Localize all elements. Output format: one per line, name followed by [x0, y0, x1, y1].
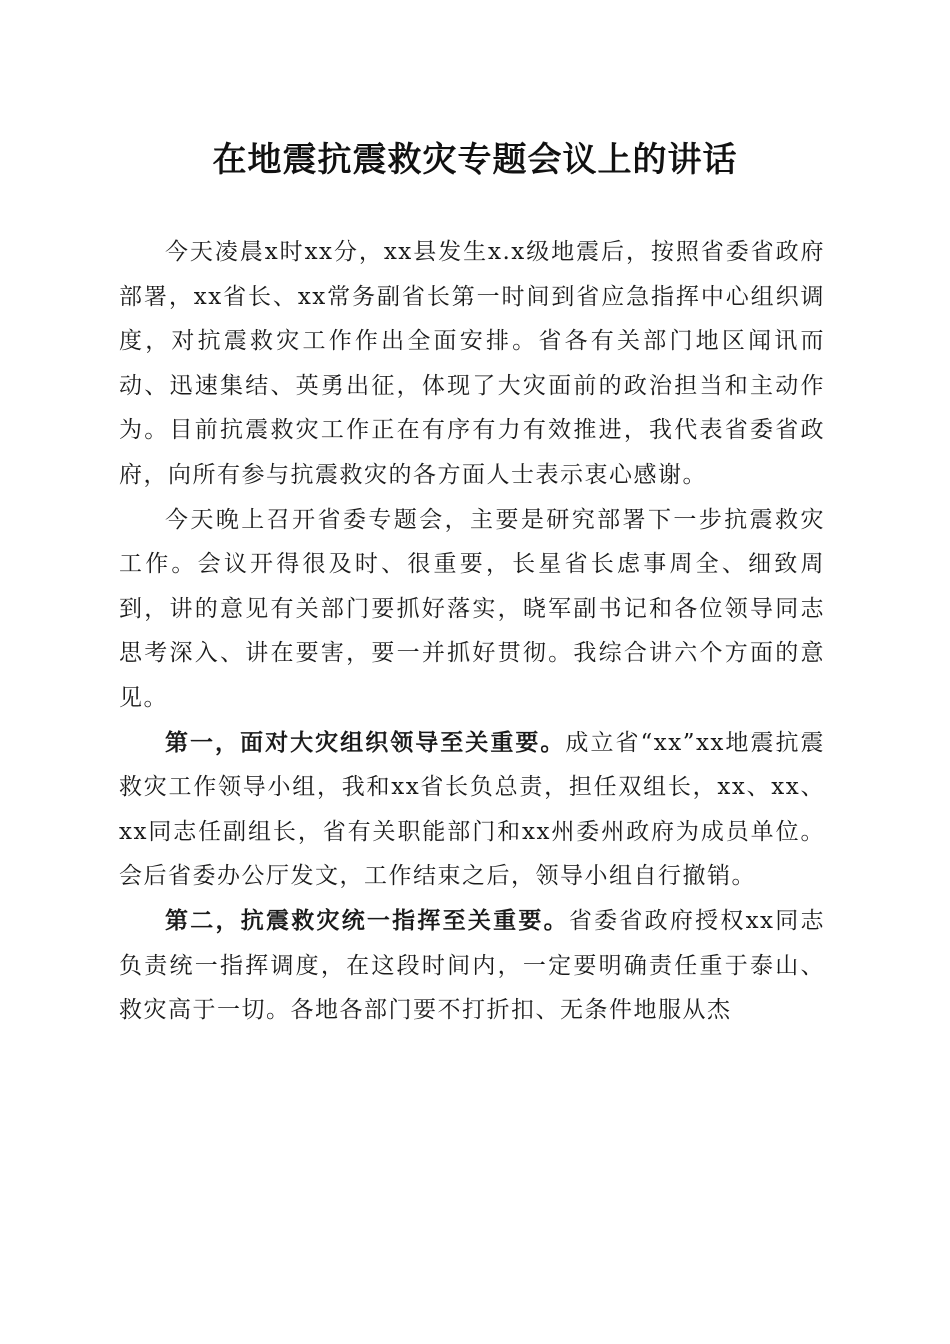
paragraph-2: [119, 498, 825, 721]
paragraph-4: [119, 899, 825, 1033]
page-title: 在地震抗震救灾专题会议上的讲话: [212, 140, 738, 180]
paragraph-lead: 第二，抗震救灾统一指挥至关重要。: [165, 906, 569, 934]
paragraph-text: 今天凌晨x时xx分，xx县发生x.x级地震后，按照省委省政府部署，xx省长、xx常务副省长第一时间到省应急指挥中心组织调度，对抗震救灾工作作出全面安排。省各有关部门地区闻讯而动、迅速集结、英勇出征，体现了大灾面前的政治担当和主动作为。目前抗震救灾工作正在有序有力有效推进，我代表省委省政府，向所有参与抗震救灾的各方面人士表示衷心感谢。: [119, 239, 825, 488]
paragraph-text: 成立省“xx”xx地震抗震救灾工作领导小组，我和xx省长负总责，担任双组长，xx、xx、xx同志任副组长，省有关职能部门和xx州委州政府为成员单位。会后省委办公厅发文，工作结束之后，领导小组自行撤销。: [119, 729, 826, 890]
document-body: [119, 230, 825, 1033]
paragraph-lead: 第一，面对大灾组织领导至关重要。: [165, 728, 566, 756]
paragraph-text: 今天晚上召开省委专题会，主要是研究部署下一步抗震救灾工作。会议开得很及时、很重要，长星省长虑事周全、细致周到，讲的意见有关部门要抓好落实，晓军副书记和各位领导同志思考深入、讲在要害，要一并抓好贯彻。我综合讲六个方面的意见。: [119, 506, 825, 711]
paragraph-1: [119, 230, 825, 498]
paragraph-3: [119, 721, 825, 899]
paragraph-text: 省委省政府授权xx同志负责统一指挥调度，在这段时间内，一定要明确责任重于泰山、救灾高于一切。各地各部门要不打折扣、无条件地服从杰: [119, 907, 825, 1024]
